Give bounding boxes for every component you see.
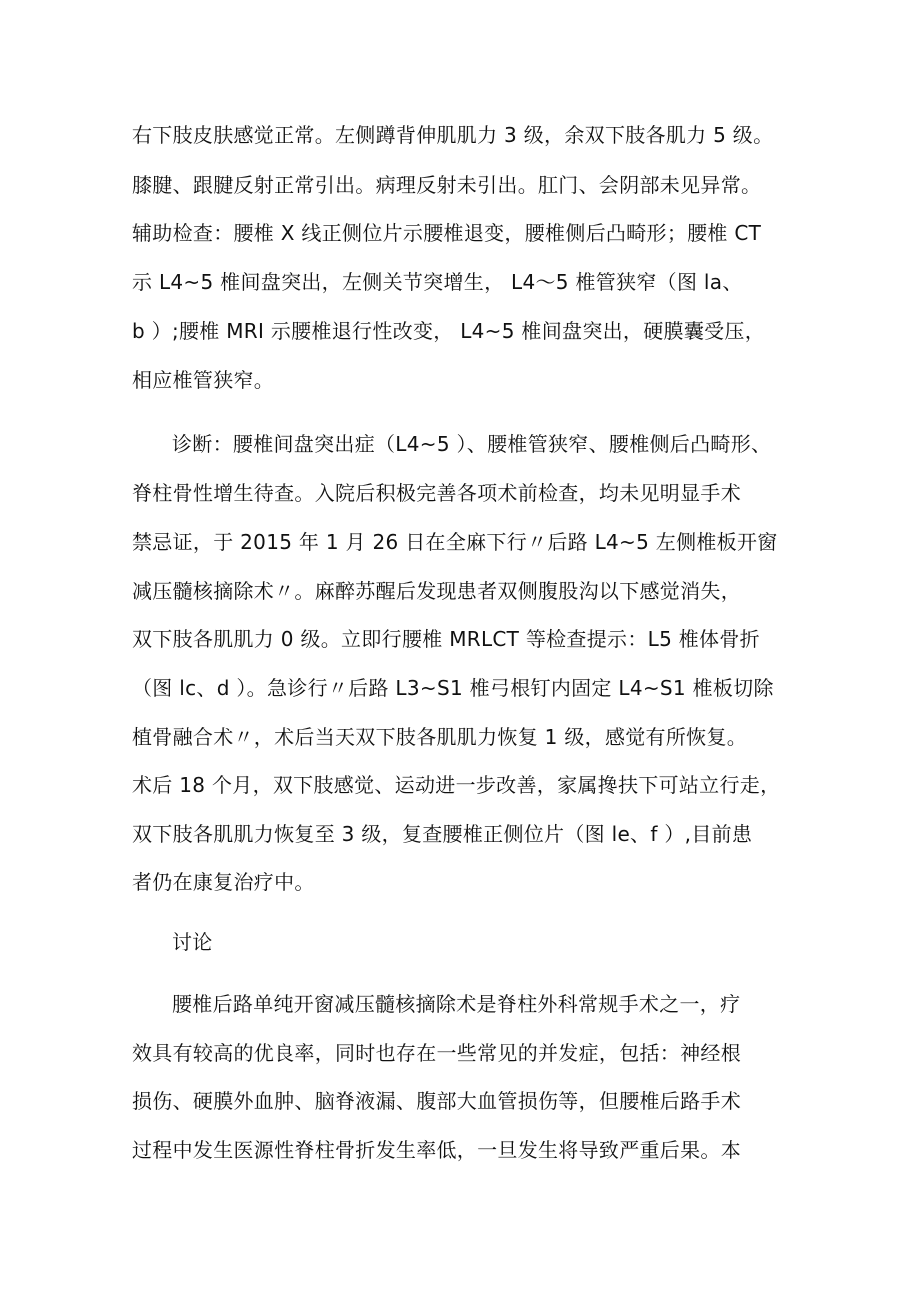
text-line: 诊断：腰椎间盘突出症（L4~5 ）、腰椎管狭窄、腰椎侧后凸畸形、 — [172, 432, 772, 456]
text-line: 损伤、硬膜外血肿、脑脊液漏、腹部大血管损伤等，但腰椎后路手术 — [132, 1089, 741, 1113]
text-line: 术后 18 个月，双下肢感觉、运动进一步改善，家属搀扶下可站立行走， — [132, 773, 781, 797]
section-heading-discussion: 讨论 — [172, 930, 213, 954]
text-line: 效具有较高的优良率，同时也存在一些常见的并发症，包括：神经根 — [132, 1041, 741, 1065]
text-line: 过程中发生医源性脊柱骨折发生率低，一旦发生将导致严重后果。本 — [132, 1138, 741, 1162]
text-line: b ）;腰椎 MRI 示腰椎退行性改变， L4~5 椎间盘突出，硬膜囊受压， — [132, 319, 766, 343]
text-line: 双下肢各肌肌力恢复至 3 级，复查腰椎正侧位片（图 le、f ）,目前患 — [132, 822, 753, 846]
text-line: 减压髓核摘除术〃。麻醉苏醒后发现患者双侧腹股沟以下感觉消失， — [132, 579, 741, 603]
text-line: 膝腱、跟腱反射正常引出。病理反射未引出。肛门、会阴部未见异常。 — [132, 173, 762, 197]
text-line: 腰椎后路单纯开窗减压髓核摘除术是脊柱外科常规手术之一，疗 — [172, 992, 741, 1016]
text-line: 相应椎管狭窄。 — [132, 368, 275, 392]
text-line: （图 lc、d ）。急诊行〃后路 L3~S1 椎弓根钉内固定 L4~S1 椎板切除 — [132, 676, 774, 700]
text-line: 双下肢各肌肌力 0 级。立即行腰椎 MRLCT 等检查提示：L5 椎体骨折 — [132, 627, 760, 651]
text-line: 示 L4~5 椎间盘突出，左侧关节突增生， L4～5 椎管狭窄（图 la、 — [132, 270, 743, 294]
text-line: 脊柱骨性增生待查。入院后积极完善各项术前检查，均未见明显手术 — [132, 481, 741, 505]
text-line: 植骨融合术〃，术后当天双下肢各肌肌力恢复 1 级，感觉有所恢复。 — [132, 725, 748, 749]
text-line: 者仍在康复治疗中。 — [132, 870, 315, 894]
text-line: 禁忌证，于 2015 年 1 月 26 日在全麻下行〃后路 L4~5 左侧椎板开窗 — [132, 530, 778, 554]
text-line: 右下肢皮肤感觉正常。左侧蹲背伸肌肌力 3 级，余双下肢各肌力 5 级。 — [132, 123, 774, 147]
text-line: 辅助检查：腰椎 X 线正侧位片示腰椎退变，腰椎侧后凸畸形；腰椎 CT — [132, 221, 762, 245]
